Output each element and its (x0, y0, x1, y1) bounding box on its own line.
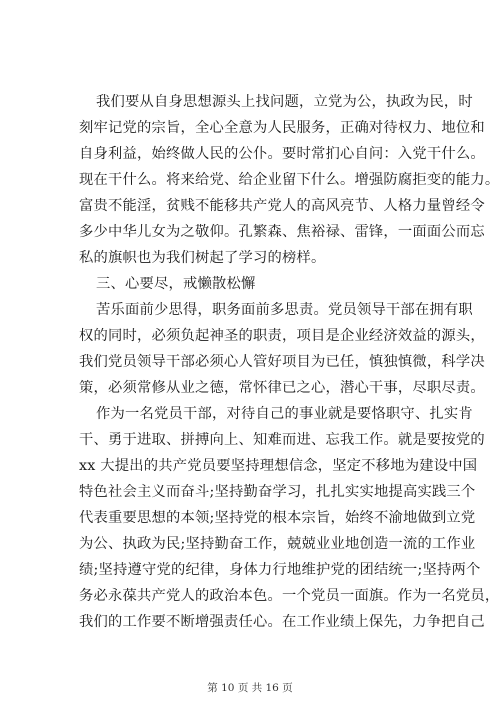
section-heading: 三、心要尽，戒懒散松懈 (96, 276, 256, 292)
paragraph-line: 代表重要思想的本领;坚持党的根本宗旨，始终不渝地做到立党 (79, 510, 476, 526)
paragraph-line: 私的旗帜也为我们树起了学习的榜样。 (79, 250, 326, 266)
paragraph-line: 为公、执政为民;坚持勤奋工作，兢兢业业地创造一流的工作业 (79, 536, 476, 552)
paragraph-line: 我们要从自身思想源头上找问题，立党为公，执政为民，时 (96, 94, 473, 110)
paragraph-line: 自身利益，始终做人民的公仆。要时常扪心自问：入党干什么。 (79, 146, 485, 162)
paragraph-line: 富贵不能淫，贫贱不能移共产党人的高风亮节、人格力量曾经令 (79, 198, 485, 214)
paragraph-line: 作为一名党员干部，对待自己的事业就是要恪职守、扎实肯 (96, 406, 473, 422)
paragraph-line: 我们的工作要不断增强责任心。在工作业绩上保先，力争把自己 (79, 614, 485, 630)
paragraph-line: 苦乐面前少思得，职务面前多思责。党员领导干部在拥有职 (96, 302, 473, 318)
paragraph-line: 策，必须常修从业之德，常怀律已之心，潜心干事，尽职尽责。 (79, 380, 485, 396)
document-body (79, 89, 500, 635)
paragraph-line: 权的同时，必须负起神圣的职责，项目是企业经济效益的源头， (79, 328, 485, 344)
paragraph-line: 绩;坚持遵守党的纪律，身体力行地维护党的团结统一;坚持两个 (79, 562, 481, 578)
paragraph-line: 特色社会主义而奋斗;坚持勤奋学习，扎扎实实地提高实践三个 (79, 484, 476, 500)
paragraph-line: xx 大提出的共产党员要坚持理想信念，坚定不移地为建设中国 (79, 458, 478, 474)
paragraph-line: 我们党员领导干部必须心人管好项目为已任，慎独慎微，科学决 (79, 354, 485, 370)
paragraph-line: 干、勇于进取、拼搏向上、知难而进、忘我工作。就是要按党的 (79, 432, 485, 448)
paragraph-line: 多少中华儿女为之敬仰。孔繁森、焦裕禄、雷锋，一面面公而忘 (79, 224, 485, 240)
page-footer: 第 10 页 共 16 页 (207, 682, 293, 694)
paragraph-line: 刻牢记党的宗旨，全心全意为人民服务，正确对待权力、地位和 (79, 120, 485, 136)
paragraph-line: 务必永葆共产党人的政治本色。一个党员一面旗。作为一名党员， (79, 588, 500, 604)
paragraph-line: 现在干什么。将来给党、给企业留下什么。增强防腐拒变的能力。 (79, 172, 500, 188)
